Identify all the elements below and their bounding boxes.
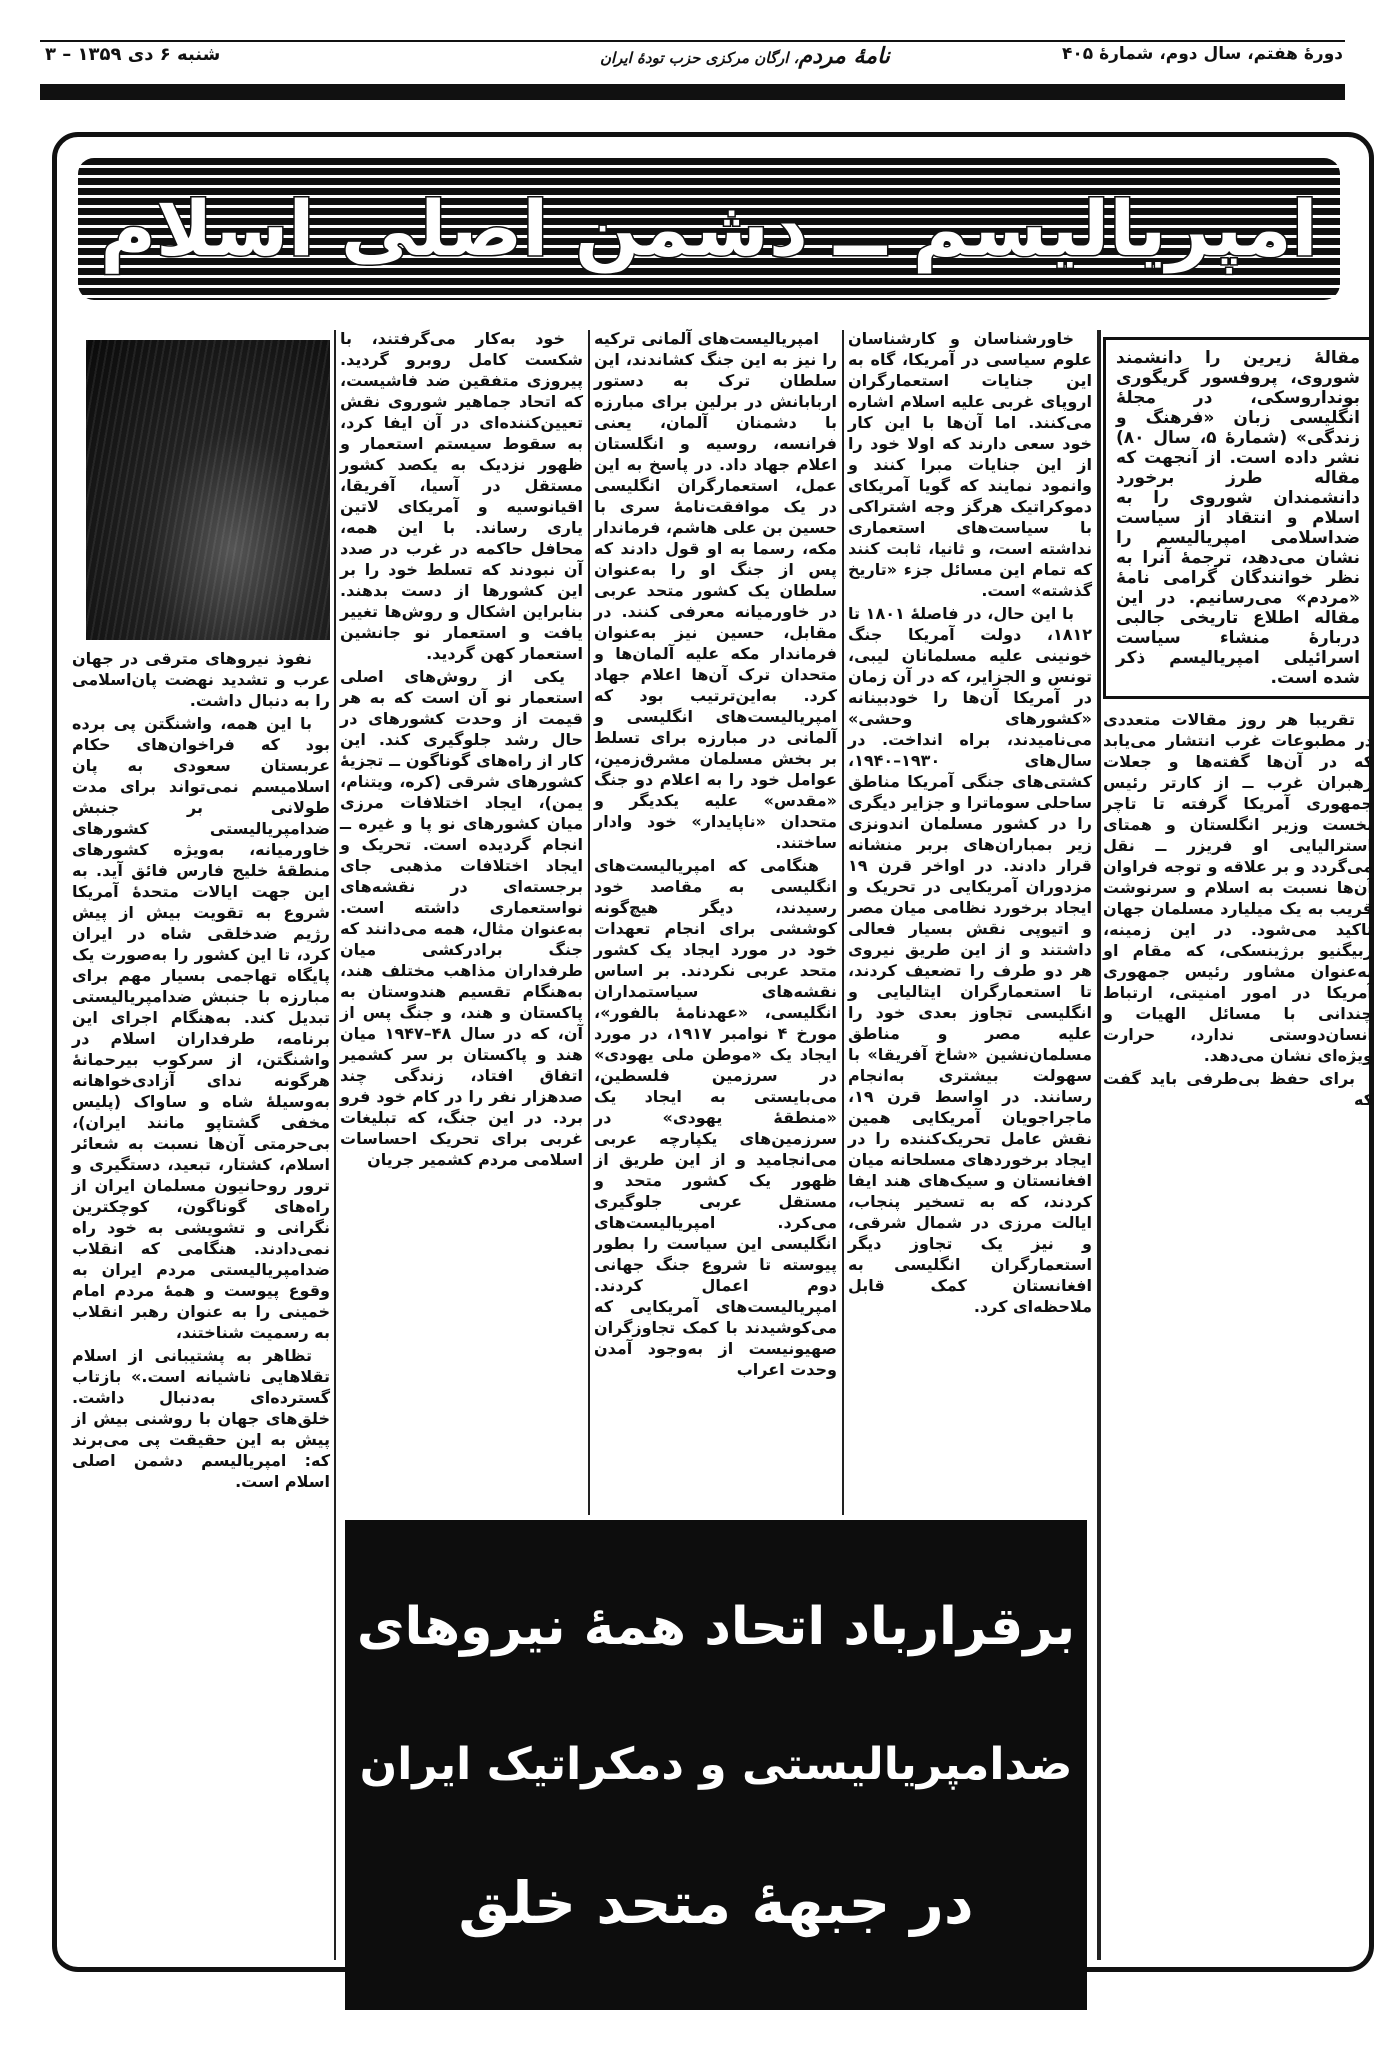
article-photo (86, 340, 330, 640)
column-divider (334, 330, 336, 1960)
issue-info: دورهٔ هفتم، سال دوم، شمارهٔ ۴۰۵ (1062, 44, 1343, 64)
title-banner (78, 158, 1340, 300)
paragraph: خاورشناسان و کارشناسان علوم سیاسی در آمریکا، گاه به این جنایات استعمارگران اروپای غربی علیه اسلام اشاره می‌کنند. اما آن‌ها با این کار خود سعی دارند که اولا خود را از این جنایات مبرا کنند و وانمود نمایند که گویا آمریکای دموکراتیک هرگز وجه اشتراکی با سیاست‌های استعماری نداشته است، و ثانیا، ثابت کنند که تمام این مسائل جزء «تاریخ گذشته» است. (848, 329, 1092, 600)
article-title: امپریالیسم ــ دشمن اصلی اسلام (100, 184, 1318, 274)
slogan-line: ضدامپریالیستی و دمکراتیک ایران (359, 1739, 1073, 1790)
slogan-line: در جبههٔ متحد خلق (458, 1869, 974, 1937)
paragraph: تظاهر به پشتیبانی از اسلام تقلاهایی ناشیانه است.» بازتاب گسترده‌ای به‌دنبال داشت. خلق‌های جهان با روشنی بیش از پیش به این حقیقت پی می‌برند که: امپریالیسم دشمن اصلی اسلام است. (72, 1346, 330, 1491)
column-5 (72, 648, 330, 1494)
paragraph: برای حفظ بی‌طرفی باید گفت که (1103, 1069, 1373, 1109)
paper-subtitle: ، ارگان مرکزی حزب تودهٔ ایران (600, 49, 799, 67)
right-column-stack (1103, 337, 1373, 1112)
paragraph: یکی از روش‌های اصلی استعمار نو آن است که به هر قیمت از وحدت کشورهای در حال رشد جلوگیری کند. این کار از راه‌های گوناگون ــ تجزیهٔ کشورهای شرقی (کره، ویتنام، یمن)، ایجاد اختلافات مرزی میان کشورهای نو پا و غیره ــ انجام گردیده است. تحریک و ایجاد اختلافات مذهبی جای برجسته‌ای در نقشه‌های نواستعماری داشته است. به‌عنوان مثال، همه می‌دانند که جنگ برادرکشی میان طرفداران مذاهب مختلف هند، به‌هنگام تقسیم هندوستان به پاکستان و هند، و جنگ پس از آن، که در سال ۴۸–۱۹۴۷ میان هند و پاکستان بر سر کشمیر اتفاق افتاد، زندگی چند صدهزار نفر را در کام خود فرو برد. در این جنگ، که تبلیغات غربی برای تحریک احساسات اسلامی مردم کشمیر جریان (340, 667, 584, 1169)
column-divider (1097, 330, 1101, 1960)
column-divider (588, 330, 590, 1515)
paper-name: نامهٔ مردم (798, 44, 890, 69)
paragraph: خود به‌کار می‌گرفتند، با شکست کامل روبرو گردید. پیروزی متفقین ضد فاشیست، که اتحاد جماهیر شوروی نقش تعیین‌کننده‌ای در آن ایفا کرد، به سقوط سیستم استعمار و ظهور نزدیک به یکصد کشور مستقل در آسیا، آفریقا، اقیانوسیه و آمریکای لاتین یاری رساند. با این همه، محافل حاکمه در غرب در صدد آن نبودند که تسلط خود را بر این کشورها از دست بدهند. بنابراین اشکال و روش‌ها تغییر یافت و استعمار نو جانشین استعمار کهن گردید. (340, 329, 583, 663)
column-divider (842, 330, 844, 1515)
paragraph: با این حال، در فاصلهٔ ۱۸۰۱ تا ۱۸۱۲، دولت آمریکا جنگ خونینی علیه مسلمانان لیبی، تونس و الجزایر، که در آن زمان در آمریکا آن‌ها را خودبینانه «کشورهای وحشی» می‌نامیدند، براه انداخت. در سال‌های ۱۹۳۰–۱۹۴۰، کشتی‌های جنگی آمریکا مناطق ساحلی سوماترا و جزایر دیگری را در کشور مسلمان اندونزی زیر بمباران‌های بربر منشانه قرار دادند. در اواخر قرن ۱۹ مزدوران آمریکایی در تحریک و ایجاد برخورد نظامی میان مصر و اتیوپی نقش بسیار فعالی داشتند و از این طریق نیروی هر دو طرف را تضعیف کردند، تا استعمارگران ایتالیایی و انگلیسی تجاوز بعدی خود را علیه مصر و مناطق مسلمان‌نشین «شاخ آفریقا» با سهولت بیشتری به‌انجام رسانند. در اواسط قرن ۱۹، ماجراجویان آمریکایی همین نقش عامل تحریک‌کننده را در ایجاد برخوردهای مسلحانه میان افغانستان و سیک‌های هند ایفا کردند، که به تسخیر پنجاب، ایالت مرزی در شمال شرقی، و نیز یک تجاوز دیگر استعمارگران انگلیسی به افغانستان کمک قابل ملاحظه‌ای کرد. (848, 604, 1092, 1316)
paragraph: با این همه، واشنگتن پی برده بود که فراخوان‌های حکام عربستان سعودی به پان اسلامیسم نمی‌تواند برای مدت طولانی بر جنبش ضدامپریالیستی کشورهای خاورمیانه، به‌ویژه کشورهای منطقهٔ خلیج فارس فائق آید. به این جهت ایالات متحدهٔ آمریکا شروع به تقویت بیش از پیش رژیم ضدخلقی شاه در ایران کرد، تا این کشور را به‌صورت یک پایگاه تهاجمی بسیار مهم برای مبارزه با جنبش ضدامپریالیستی تبدیل کند. به‌هنگام اجرای این برنامه، طرفداران اسلام در واشنگتن، از سرکوب بیرحمانهٔ هرگونه ندای آزادی‌خواهانه به‌وسیلهٔ شاه و ساواک (پلیس مخفی گشتاپو مانند ایران)، بی‌حرمتی آن‌ها نسبت به شعائر اسلام، کشتار، تبعید، دستگیری و ترور روحانیون مسلمان ایران از راه‌های گوناگون، کوچکترین نگرانی و تشویشی به خود راه نمی‌دادند. هنگامی که انقلاب ضدامپریالیستی مردم ایران به وقوع پیوست و همهٔ مردم امام خمینی را به عنوان رهبر انقلاب به رسمیت شناختند، (72, 714, 330, 1342)
paragraph: امپریالیست‌های آلمانی ترکیه را نیز به این جنگ کشاندند، این سلطان ترک به دستور اربابانش در برلین برای مبارزه با دشمنان آلمان، یعنی فرانسه، روسیه و انگلستان اعلام جهاد داد. در پاسخ به این عمل، استعمارگران انگلیسی در یک موافقت‌نامهٔ سری با حسین بن علی هاشم، فرماندار مکه، رسما به او قول دادند که پس از جنگ او را به‌عنوان سلطان یک کشور متحد عربی در خاورمیانه معرفی کنند. در مقابل، حسین نیز به‌عنوان فرماندار مکه علیه آلمان‌ها و متحدان ترک آن‌ها اعلام جهاد کرد. به‌این‌ترتیب بود که امپریالیست‌های انگلیسی و آلمانی در مبارزه برای تسلط بر بخش مسلمان مشرق‌زمین، عوامل خود را به اعلام دو جنگ «مقدس» علیه یکدیگر و متحدان «ناپایدار» خود وادار ساختند. (594, 329, 837, 852)
paragraph: نفوذ نیروهای مترقی در جهان عرب و تشدید نهضت پان‌اسلامی را به دنبال داشت. (72, 649, 330, 710)
date-page: شنبه ۶ دی ۱۳۵۹ – ۳ (45, 44, 221, 65)
paragraph: تقریبا هر روز مقالات متعددی در مطبوعات غرب انتشار می‌یابد که در آن‌ها گفته‌ها و جعلات رهبران غرب ــ از کارتر رئیس جمهوری آمریکا گرفته تا تاچر نخست وزیر انگلستان و همتای استرالیایی او فریزر ــ نقل می‌گردد و بر علاقه و توجه فراوان آن‌ها نسبت به اسلام و سرنوشت قریب به یک میلیارد مسلمان جهان تاکید می‌شود. در این زمینه، زبیگنیو برژینسکی، که مقام او به‌عنوان مشاور رئیس جمهوری آمریکا در امور امنیتی، ارتباط چندانی با مسائل الهیات و انسان‌دوستی ندارد، حرارت ویژه‌ای نشان می‌دهد. (1103, 710, 1373, 1065)
column-4 (340, 328, 583, 1172)
header-bar (40, 84, 1345, 100)
column-1 (1103, 709, 1373, 1112)
header-rule (40, 40, 1345, 42)
paragraph: هنگامی که امپریالیست‌های انگلیسی به مقاصد خود رسیدند، دیگر هیچ‌گونه کوششی برای انجام تعهدات خود در مورد ایجاد یک کشور متحد عربی نکردند. بر اساس نقشه‌های سیاستمداران انگلیسی، «عهدنامهٔ بالفور»، مورخ ۴ نوامبر ۱۹۱۷، در مورد ایجاد یک «موطن ملی یهودی» در سرزمین فلسطین، می‌بایستی به ایجاد یک «منطقهٔ یهودی» در سرزمین‌های یکپارچه عربی می‌انجامید و از این طریق از ظهور یک کشور متحد و مستقل عربی جلوگیری می‌کرد. امپریالیست‌های انگلیسی این سیاست را بطور پیوسته تا شروع جنگ جهانی دوم اعمال کردند. امپریالیست‌های آمریکایی که می‌کوشیدند با کمک تجاوزگران صهیونیست از به‌وجود آمدن وحدت اعراب (594, 856, 838, 1379)
column-2 (848, 328, 1092, 1319)
slogan-banner (345, 1520, 1087, 2010)
intro-box: مقالهٔ زیرین را دانشمند شوروی، پروفسور گریگوری بونداروسکی، در مجلهٔ انگلیسی زبان «فرهنگ و زندگی» (شمارهٔ ۵، سال ۸۰) نشر داده است. از آنجهت که مقاله طرز برخورد دانشمندان شوروی را به اسلام و انتقاد از سیاست ضداسلامی امپریالیسم را نشان می‌دهد، ترجمهٔ آنرا به نظر خوانندگان گرامی نامهٔ «مردم» می‌رسانیم. در این مقاله اطلاع تاریخی جالبی دربارهٔ منشاء سیاست اسرائیلی امپریالیسم ذکر شده است. (1103, 337, 1373, 699)
column-3 (594, 328, 837, 1382)
slogan-line: برقرارباد اتحاد همهٔ نیروهای (356, 1597, 1076, 1657)
masthead (600, 44, 890, 69)
